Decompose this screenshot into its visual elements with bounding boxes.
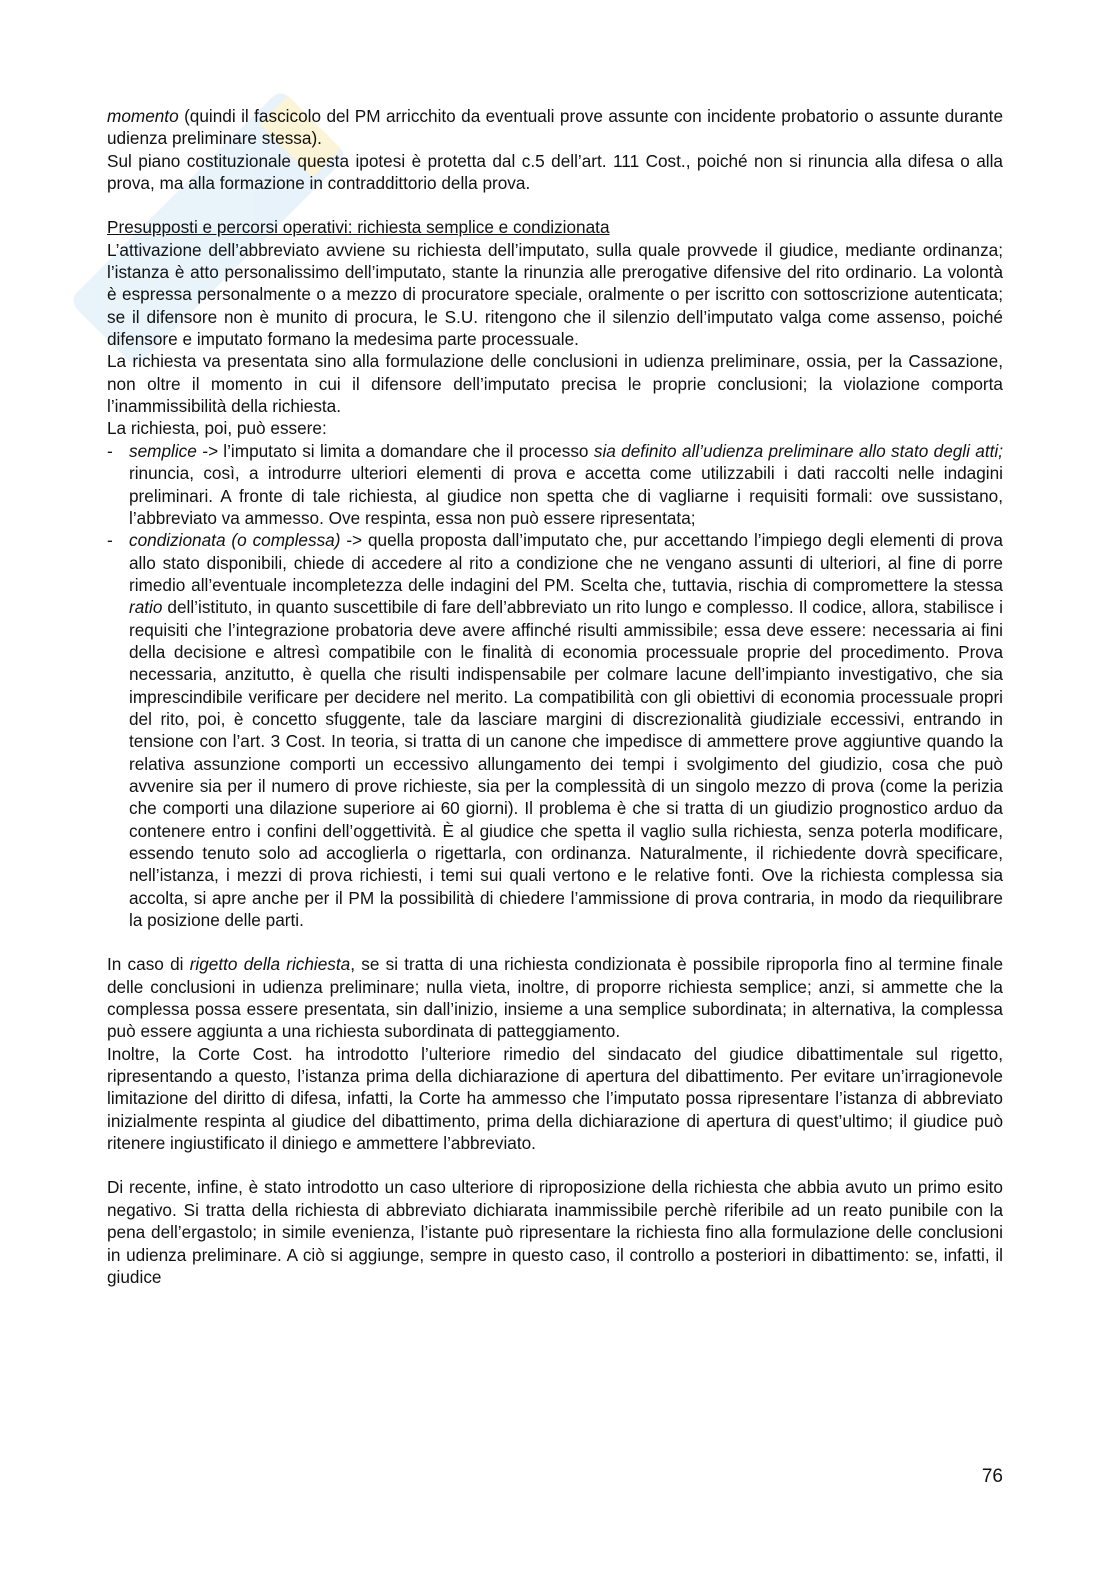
italic-text-run: ratio — [129, 597, 163, 618]
italic-text-run: momento — [107, 106, 179, 126]
list-item-condizionata — [107, 529, 1003, 931]
section-paragraph-3: La richiesta, poi, può essere: — [107, 418, 327, 439]
document-page — [107, 105, 1003, 1288]
paragraph-gap — [107, 931, 1003, 953]
text-run: , se si tratta di una richiesta condizionata è possibile riproporla fino al termine finale delle conclusioni in udienza preliminare; nulla vieta, inoltre, di proporre richiesta semplice; anzi, si ammette che la complessa possa essere presentata, sin dall’inizio, insieme a una semplice subordinata; in alternativa, la complessa può essere aggiunta a una richiesta subordinata di patteggiamento. — [107, 954, 1004, 1042]
paragraph-gap — [107, 194, 1003, 216]
text-run: In caso di — [107, 954, 190, 975]
italic-text-run: condizionata (o complessa) — [129, 530, 341, 551]
rigetto-paragraph-2: Inoltre, la Corte Cost. ha introdotto l’ulteriore rimedio del sindacato del giudice dibattimentale sul rigetto, ripresentando a questo, l’istanza prima della dichiarazione di apertura del dibattimento. Per evitare un’irragionevole limitazione del diritto di difesa, infatti, la Corte ha ammesso che l’imputato possa ripresentare l’istanza di abbreviato inizialmente respinta al giudice del dibattimento, prima della dichiarazione di apertura di quest’ultimo; il giudice può ritenere ingiustificato il diniego e ammettere l’abbreviato. — [107, 1043, 1003, 1154]
section-paragraph-1: L’attivazione dell’abbreviato avviene su richiesta dell’imputato, sulla quale provvede il giudice, mediante ordinanza; l’istanza è atto personalissimo dell’imputato, stante la rinunzia alle prerogative difensive del rito ordinario. La volontà è espressa personalmente o a mezzo di procuratore speciale, oralmente o per iscritto con sottoscrizione autenticata; se il difensore non è munito di procura, le S.U. ritengono che il silenzio dell’imputato valga come assenso, poiché difensore e imputato formano la medesima parte processuale. — [107, 239, 1003, 350]
text-run: rinuncia, così, a introdurre ulteriori elementi di prova e accetta come utilizzabili i dati raccolti nelle indagini preliminari. A fronte di tale richiesta, al giudice non spetta che di vagliarne i requisiti formali: ove sussistano, l’abbreviato va ammesso. Ove respinta, essa non può essere ripresentata; — [129, 463, 1003, 528]
bullet-dash: - — [107, 440, 113, 461]
list-item-semplice — [107, 440, 1003, 529]
italic-text-run: rigetto della richiesta — [189, 954, 351, 975]
section-paragraph-2: La richiesta va presentata sino alla formulazione delle conclusioni in udienza preliminare, ossia, per la Cassazione, non oltre il momento in cui il difensore dell’imputato precisa le proprie conclusioni; la violazione comporta l’inammissibilità della richiesta. — [107, 351, 1003, 417]
rigetto-paragraph-1 — [107, 953, 1003, 1042]
italic-text-run: semplice -> — [129, 440, 218, 461]
text-run: (quindi il fascicolo del PM arricchito da eventuali prove assunte con incidente probatorio o assunte durante udienza preliminare stessa). — [107, 106, 1003, 149]
rigetto-paragraph-3: Di recente, infine, è stato introdotto un caso ulteriore di riproposizione della richiesta che abbia avuto un primo esito negativo. Si tratta della richiesta di abbreviato dichiarata inammissibile perchè riferibile ad un reato punibile con la pena dell’ergastolo; in simile evenienza, l’istante può ripresentare la richiesta fino alla formulazione delle conclusioni in udienza preliminare. A ciò si aggiunge, sempre in questo caso, il controllo a posteriori in dibattimento: se, infatti, il giudice — [107, 1177, 1003, 1287]
page-number: 76 — [981, 1466, 1003, 1487]
italic-text-run: sia definito all’udienza preliminare allo stato degli atti; — [593, 440, 1004, 461]
bullet-dash: - — [107, 530, 113, 551]
text-run: -> quella proposta dall’imputato che, pur accettando l’impiego degli elementi di prova allo stato disponibili, chiede di accedere al rito a condizione che ne vengano assunti di ulteriori, al fine di porre rimedio all’eventuale incompletezza delle indagini del PM. Scelta che, tuttavia, rischia di compromettere la stessa — [129, 530, 1003, 595]
text-run: l’imputato si limita a domandare che il processo — [217, 440, 594, 461]
intro-paragraph-2: Sul piano costituzionale questa ipotesi è protetta dal c.5 dell’art. 111 Cost., poiché non si rinuncia alla difesa o alla prova, ma alla formazione in contraddittorio della prova. — [107, 150, 1003, 194]
paragraph-gap — [107, 1154, 1003, 1176]
request-types-list — [107, 440, 1003, 932]
intro-paragraph-1 — [107, 105, 1003, 150]
text-run: dell’istituto, in quanto suscettibile di fare dell’abbreviato un rito lungo e complesso. Il codice, allora, stabilisce i requisiti che l’integrazione probatoria deve avere affinché risulti ammissibile; essa deve essere: necessaria ai fini della decisione e altresì compatibile con le finalità di economia processuale proprie del procedimento. Prova necessaria, anzitutto, è quella che risulti indispensabile per colmare lacune dell’impianto investigativo, che sia imprescindibile verificare per decidere nel merito. La compatibilità con gli obiettivi di economia processuale propri del rito, poi, è concetto sfuggente, tale da lasciare margini di discrezionalità giudiziale eccessivi, entrando in tensione con l’art. 3 Cost. In teoria, si tratta di un canone che impedisce di ammettere prove aggiuntive quando la relativa assunzione comporti un eccessivo allungamento dei tempi i svolgimento del giudizio, cosa che può avvenire sia per il numero di prove richieste, sia per la complessità di un singolo mezzo di prova (come la perizia che comporti una dilazione superiore ai 60 giorni). Il problema è che si tratta di un giudizio prognostico arduo da contenere entro i confini dell’oggettività. È al giudice che spetta il vaglio sulla richiesta, senza poterla modificare, essendo tenuto solo ad accoglierla o rigettarla, con ordinanza. Naturalmente, il richiedente dovrà specificare, nell’istanza, i mezzi di prova richiesti, i temi sui quali vertono e le relative fonti. Ove la richiesta complessa sia accolta, si apre anche per il PM la possibilità di chiedere l’ammissione di prova contraria, in modo da riequilibrare la posizione delle parti. — [129, 597, 1003, 931]
list-item-text — [129, 441, 1003, 528]
list-item-text — [129, 530, 1003, 930]
section-heading: Presupposti e percorsi operativi: richiesta semplice e condizionata — [107, 217, 610, 238]
